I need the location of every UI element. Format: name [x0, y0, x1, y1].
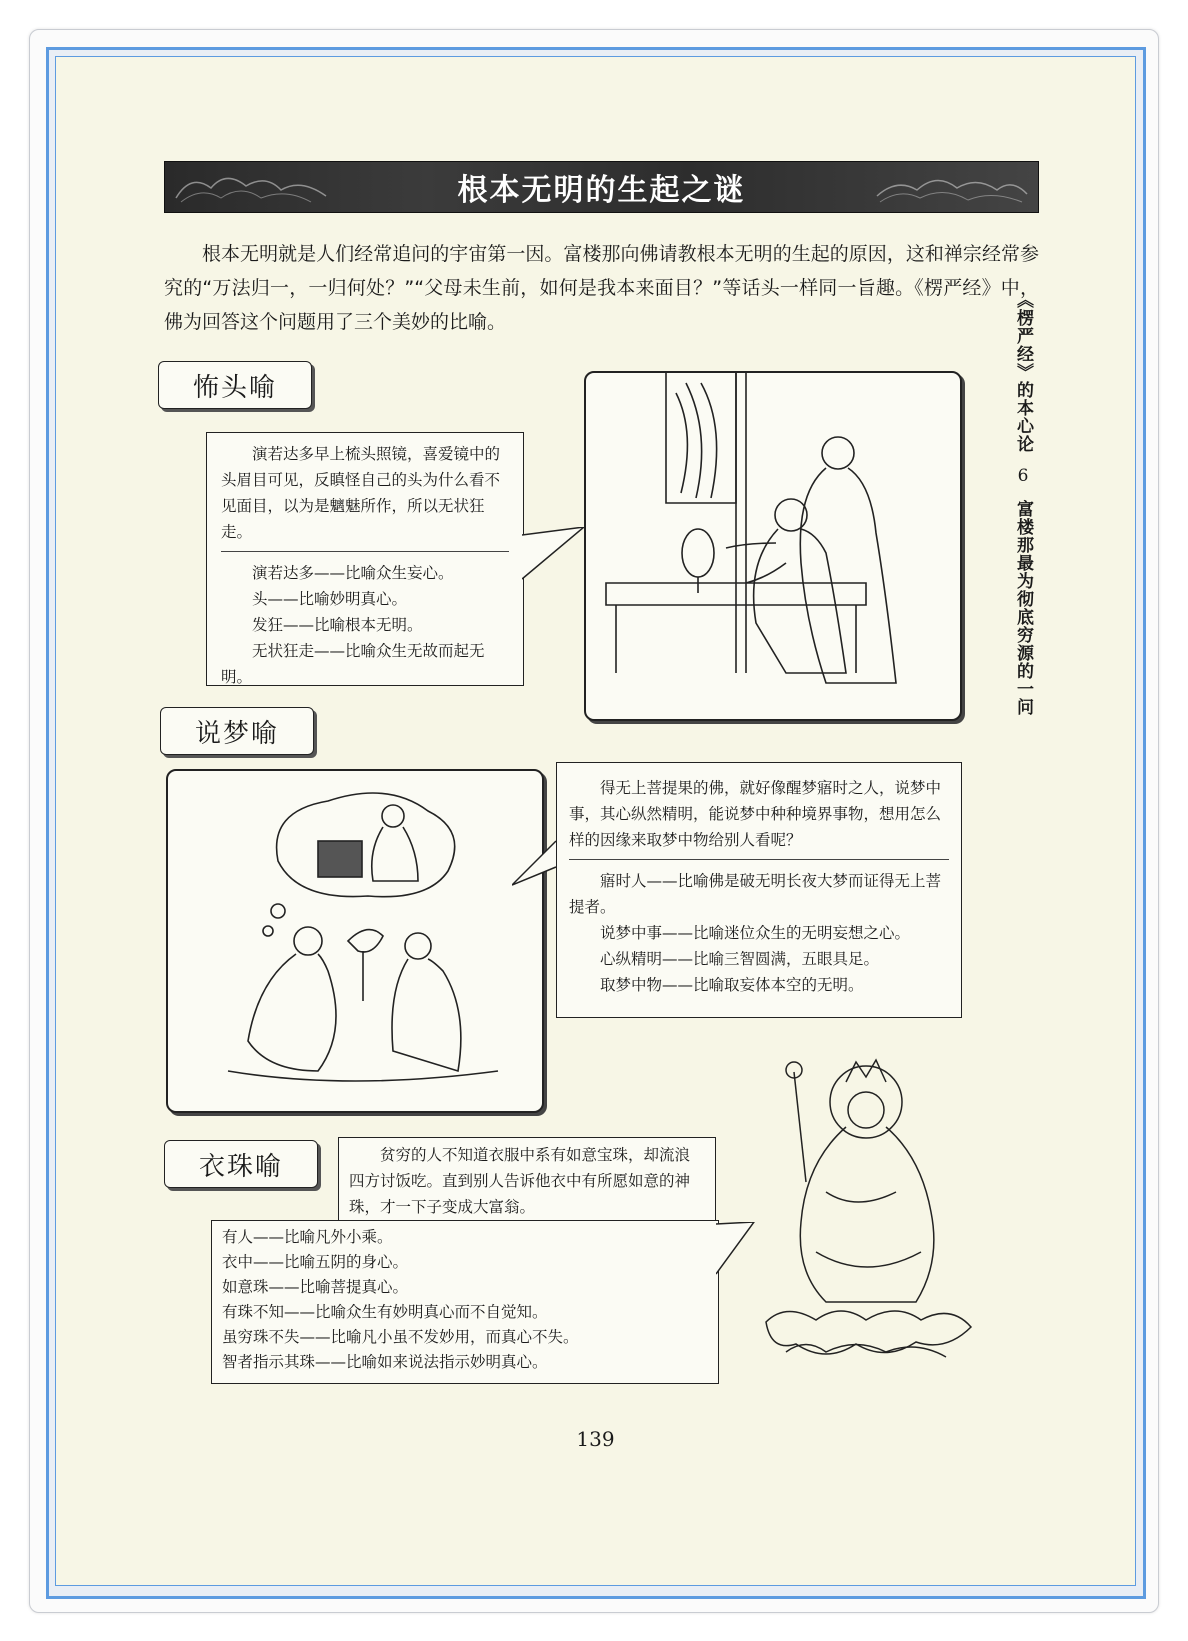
- side-section-title: 富楼那最为彻底穷源的一问: [1013, 499, 1033, 716]
- intro-paragraph: 根本无明就是人们经常追问的宇宙第一因。富楼那向佛请教根本无明的生起的原因，这和禅宗经常参究的“万法归一，一归何处？”“父母未生前，如何是我本来面目？”等话头一样同一旨趣。《楞严经》中，佛为回答这个问题用了三个美妙的比喻。: [164, 243, 1039, 333]
- dream-scene-illustration-icon: [168, 771, 542, 1111]
- side-chapter-number: 6: [1013, 465, 1033, 487]
- book-page: [55, 56, 1136, 1586]
- speech-pointer-2: [512, 837, 558, 897]
- metaphor-line: 有珠不知——比喻众生有妙明真心而不自觉知。: [222, 1303, 548, 1321]
- story-2: 得无上菩提果的佛，就好像醒梦寤时之人，说梦中事，其心纵然精明，能说梦中种种境界事物，想用怎么样的因缘来取梦中物给别人看呢？: [569, 779, 942, 849]
- metaphor-line: 寤时人——比喻佛是破无明长夜大梦而证得无上菩提者。: [569, 872, 942, 916]
- section-label-1: 怖头喻: [158, 361, 312, 409]
- story-box-3: [338, 1137, 716, 1221]
- metaphor-line: 有人——比喻凡外小乘。: [222, 1228, 393, 1246]
- metaphor-line: 发狂——比喻根本无明。: [252, 616, 423, 634]
- page-number: 139: [576, 1427, 615, 1451]
- woman-mirror-illustration-icon: [586, 373, 960, 719]
- illustration-mirror: [584, 371, 962, 721]
- metaphor-line: 衣中——比喻五阴的身心。: [222, 1253, 409, 1271]
- metaphor-line: 虽穷珠不失——比喻凡小虽不发妙用，而真心不失。: [222, 1328, 579, 1346]
- section-label-2: 说梦喻: [160, 707, 314, 755]
- metaphor-line: 演若达多——比喻众生妄心。: [252, 564, 454, 582]
- metaphor-line: 智者指示其珠——比喻如来说法指示妙明真心。: [222, 1353, 548, 1371]
- text-box-1: [206, 432, 524, 686]
- section-label-3: 衣珠喻: [164, 1140, 318, 1188]
- metaphor-line: 说梦中事——比喻迷位众生的无明妄想之心。: [600, 924, 911, 942]
- text-box-3: [211, 1220, 719, 1384]
- cloud-ornament-left-icon: [171, 168, 331, 206]
- side-running-head: [1010, 291, 1036, 716]
- story-1: 演若达多早上梳头照镜，喜爱镜中的头眉目可见，反瞋怪自己的头为什么看不见面目，以为是魑魅所作，所以无状狂走。: [221, 445, 501, 541]
- illustration-dream: [166, 769, 544, 1113]
- story-3: 贫穷的人不知道衣服中系有如意宝珠，却流浪四方讨饭吃。直到别人告诉他衣中有所愿如意的神珠，才一下子变成大富翁。: [349, 1146, 691, 1216]
- bodhisattva-illustration-icon: [746, 1052, 986, 1387]
- metaphor-line: 无状狂走——比喻众生无故而起无明。: [221, 642, 485, 686]
- speech-pointer-1: [522, 527, 586, 587]
- text-box-2: [556, 762, 962, 1018]
- side-book-title: 《楞严经》的本心论: [1013, 291, 1033, 453]
- metaphor-line: 如意珠——比喻菩提真心。: [222, 1278, 409, 1296]
- divider: [569, 859, 949, 860]
- title-band: [164, 161, 1039, 213]
- metaphor-line: 头——比喻妙明真心。: [252, 590, 408, 608]
- metaphor-line: 心纵精明——比喻三智圆满，五眼具足。: [600, 950, 880, 968]
- page-title: 根本无明的生起之谜: [457, 173, 746, 208]
- cloud-ornament-right-icon: [872, 168, 1032, 206]
- divider: [221, 551, 509, 552]
- metaphor-line: 取梦中物——比喻取妄体本空的无明。: [600, 976, 864, 994]
